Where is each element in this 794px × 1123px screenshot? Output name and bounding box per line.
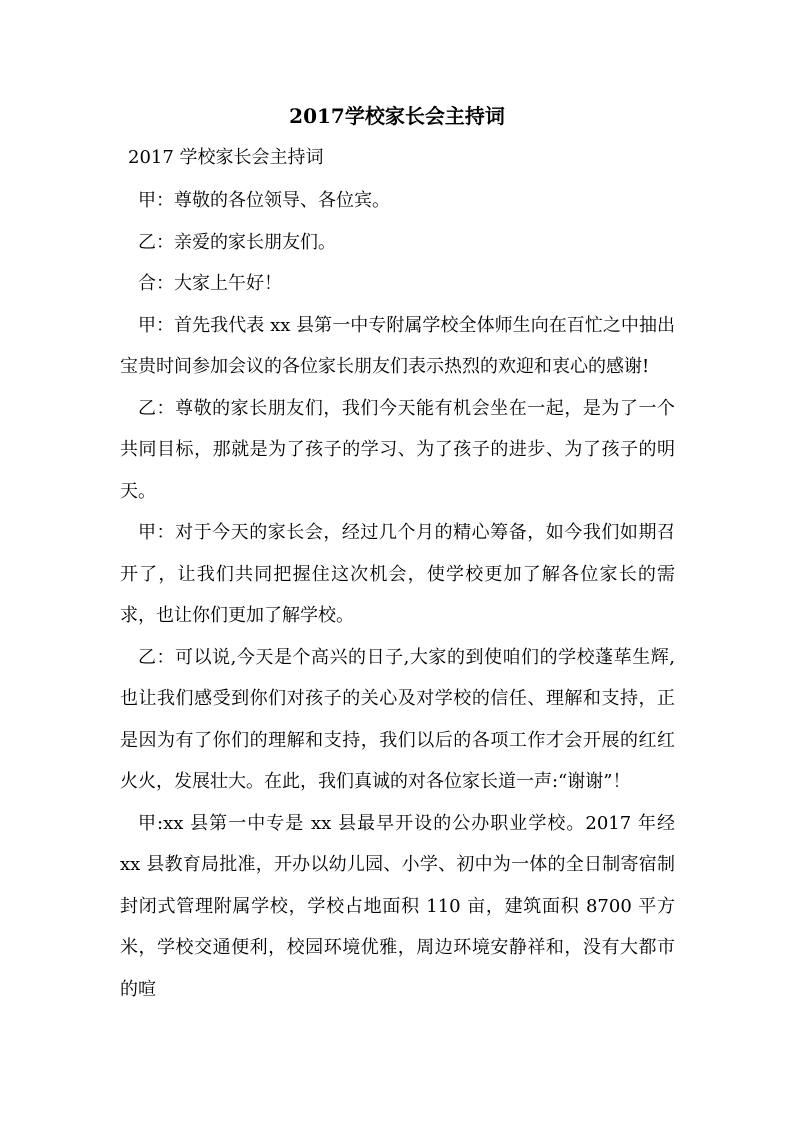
paragraph: 甲：首先我代表 xx 县第一中专附属学校全体师生向在百忙之中抽出宝贵时间参加会议的各位家长朋友们表示热烈的欢迎和衷心的感谢! [120,314,675,377]
paragraph: 甲：对于今天的家长会，经过几个月的精心筹备，如今我们如期召开了，让我们共同把握住这次机会，使学校更加了解各位家长的需求，也让你们更加了解学校。 [120,522,675,626]
paragraph: 甲:xx 县第一中专是 xx 县最早开设的公办职业学校。2017 年经 xx 县教育局批准，开办以幼儿园、小学、初中为一体的全日制寄宿制封闭式管理附属学校，学校占地面积 110 亩，建筑面积 8700 平方米，学校交通便利，校园环境优雅，周边环境安静祥和，没有大都市的喧 [120,812,675,1000]
document-body [120,180,675,1010]
paragraph: 乙：可以说,今天是个高兴的日子,大家的到使咱们的学校蓬荜生辉,也让我们感受到你们对孩子的关心及对学校的信任、理解和支持，正是因为有了你们的理解和支持，我们以后的各项工作才会开展的红红火火，发展壮大。在此，我们真诚的对各位家长道一声:“谢谢”！ [120,646,675,792]
paragraph: 乙：尊敬的家长朋友们，我们今天能有机会坐在一起，是为了一个共同目标，那就是为了孩子的学习、为了孩子的进步、为了孩子的明天。 [120,397,675,502]
paragraph: 甲：尊敬的各位领导、各位宾。 [138,190,390,211]
document-title: 2017学校家长会主持词 [289,104,505,128]
paragraph: 乙：亲爱的家长朋友们。 [138,231,336,253]
paragraph: 合：大家上午好！ [138,273,282,294]
document-subtitle: 2017 学校家长会主持词 [128,147,324,168]
